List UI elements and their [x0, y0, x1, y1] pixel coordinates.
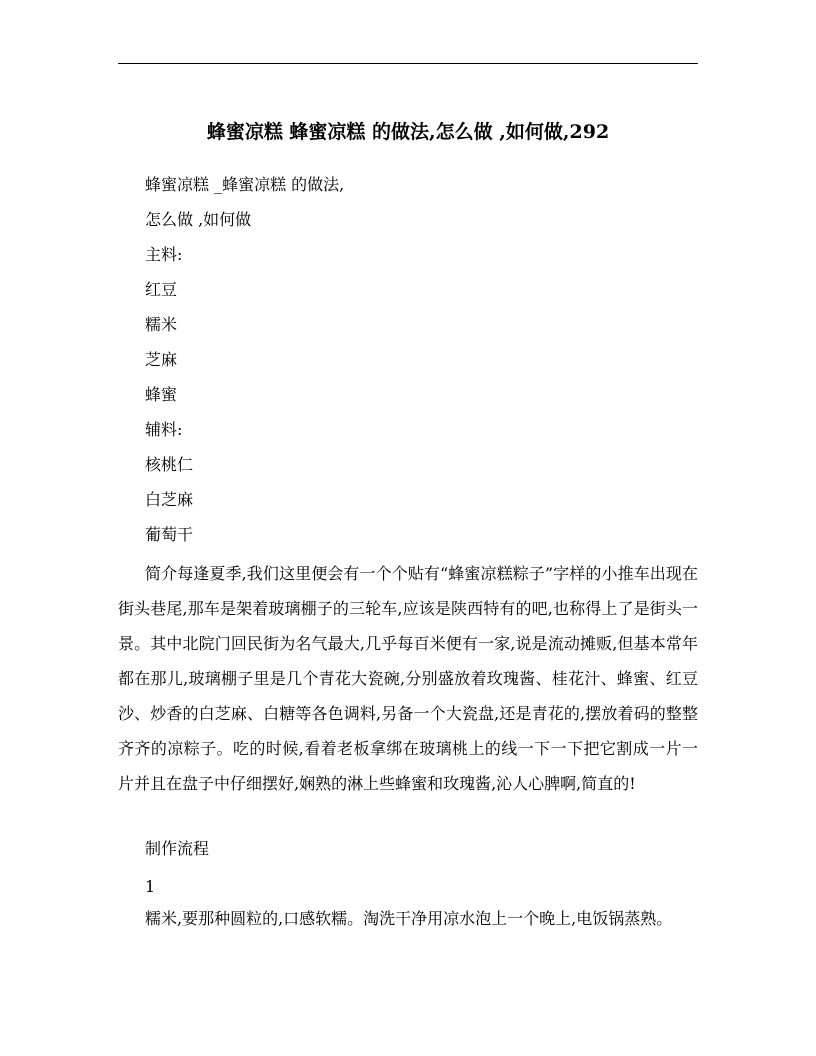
ingredient-item: 芝麻 — [145, 350, 178, 369]
ingredient-item: 蜂蜜 — [145, 385, 178, 404]
auxiliary-ingredients-heading: 辅料: — [145, 420, 183, 439]
intro-paragraph: 简介每逢夏季,我们这里便会有一个个贴有“蜂蜜凉糕粽子”字样的小推车出现在街头巷尾,那车是架着玻璃棚子的三轮车,应该是陕西特有的吧,也称得上了是街头一景。其中北院门回民街为名气最大,几乎每百米便有一家,说是流动摊贩,但基本常年都在那儿,玻璃棚子里是几个青花大瓷碗,分别盛放着玫瑰酱、桂花汁、蜂蜜、红豆沙、炒香的白芝麻、白糖等各色调料,另备一个大瓷盘,还是青花的,摆放着码的整整齐齐的凉粽子。吃的时候,看着老板拿绑在玻璃桃上的线一下一下把它割成一片一片并且在盘子中仔细摆好,娴熟的淋上些蜂蜜和玫瑰酱,沁人心脾啊,简直的! — [118, 564, 698, 793]
step-number: 1 — [145, 877, 156, 896]
header-rule — [118, 63, 698, 64]
subtitle-line-1: 蜂蜜凉糕 _蜂蜜凉糕 的做法, — [145, 175, 345, 194]
main-ingredients-heading: 主料: — [145, 245, 183, 264]
ingredient-item: 葡萄干 — [145, 525, 194, 544]
subtitle-line-2: 怎么做 ,如何做 — [145, 210, 252, 229]
page-title: 蜂蜜凉糕 蜂蜜凉糕 的做法,怎么做 ,如何做,292 — [206, 121, 610, 143]
ingredient-item: 糯米 — [145, 315, 178, 334]
ingredient-item: 白芝麻 — [145, 490, 194, 509]
ingredient-item: 红豆 — [145, 280, 178, 299]
process-heading: 制作流程 — [145, 839, 210, 858]
ingredient-item: 核桃仁 — [145, 455, 194, 474]
step-text: 糯米,要那种圆粒的,口感软糯。淘洗干净用凉水泡上一个晚上,电饭锅蒸熟。 — [145, 909, 673, 928]
